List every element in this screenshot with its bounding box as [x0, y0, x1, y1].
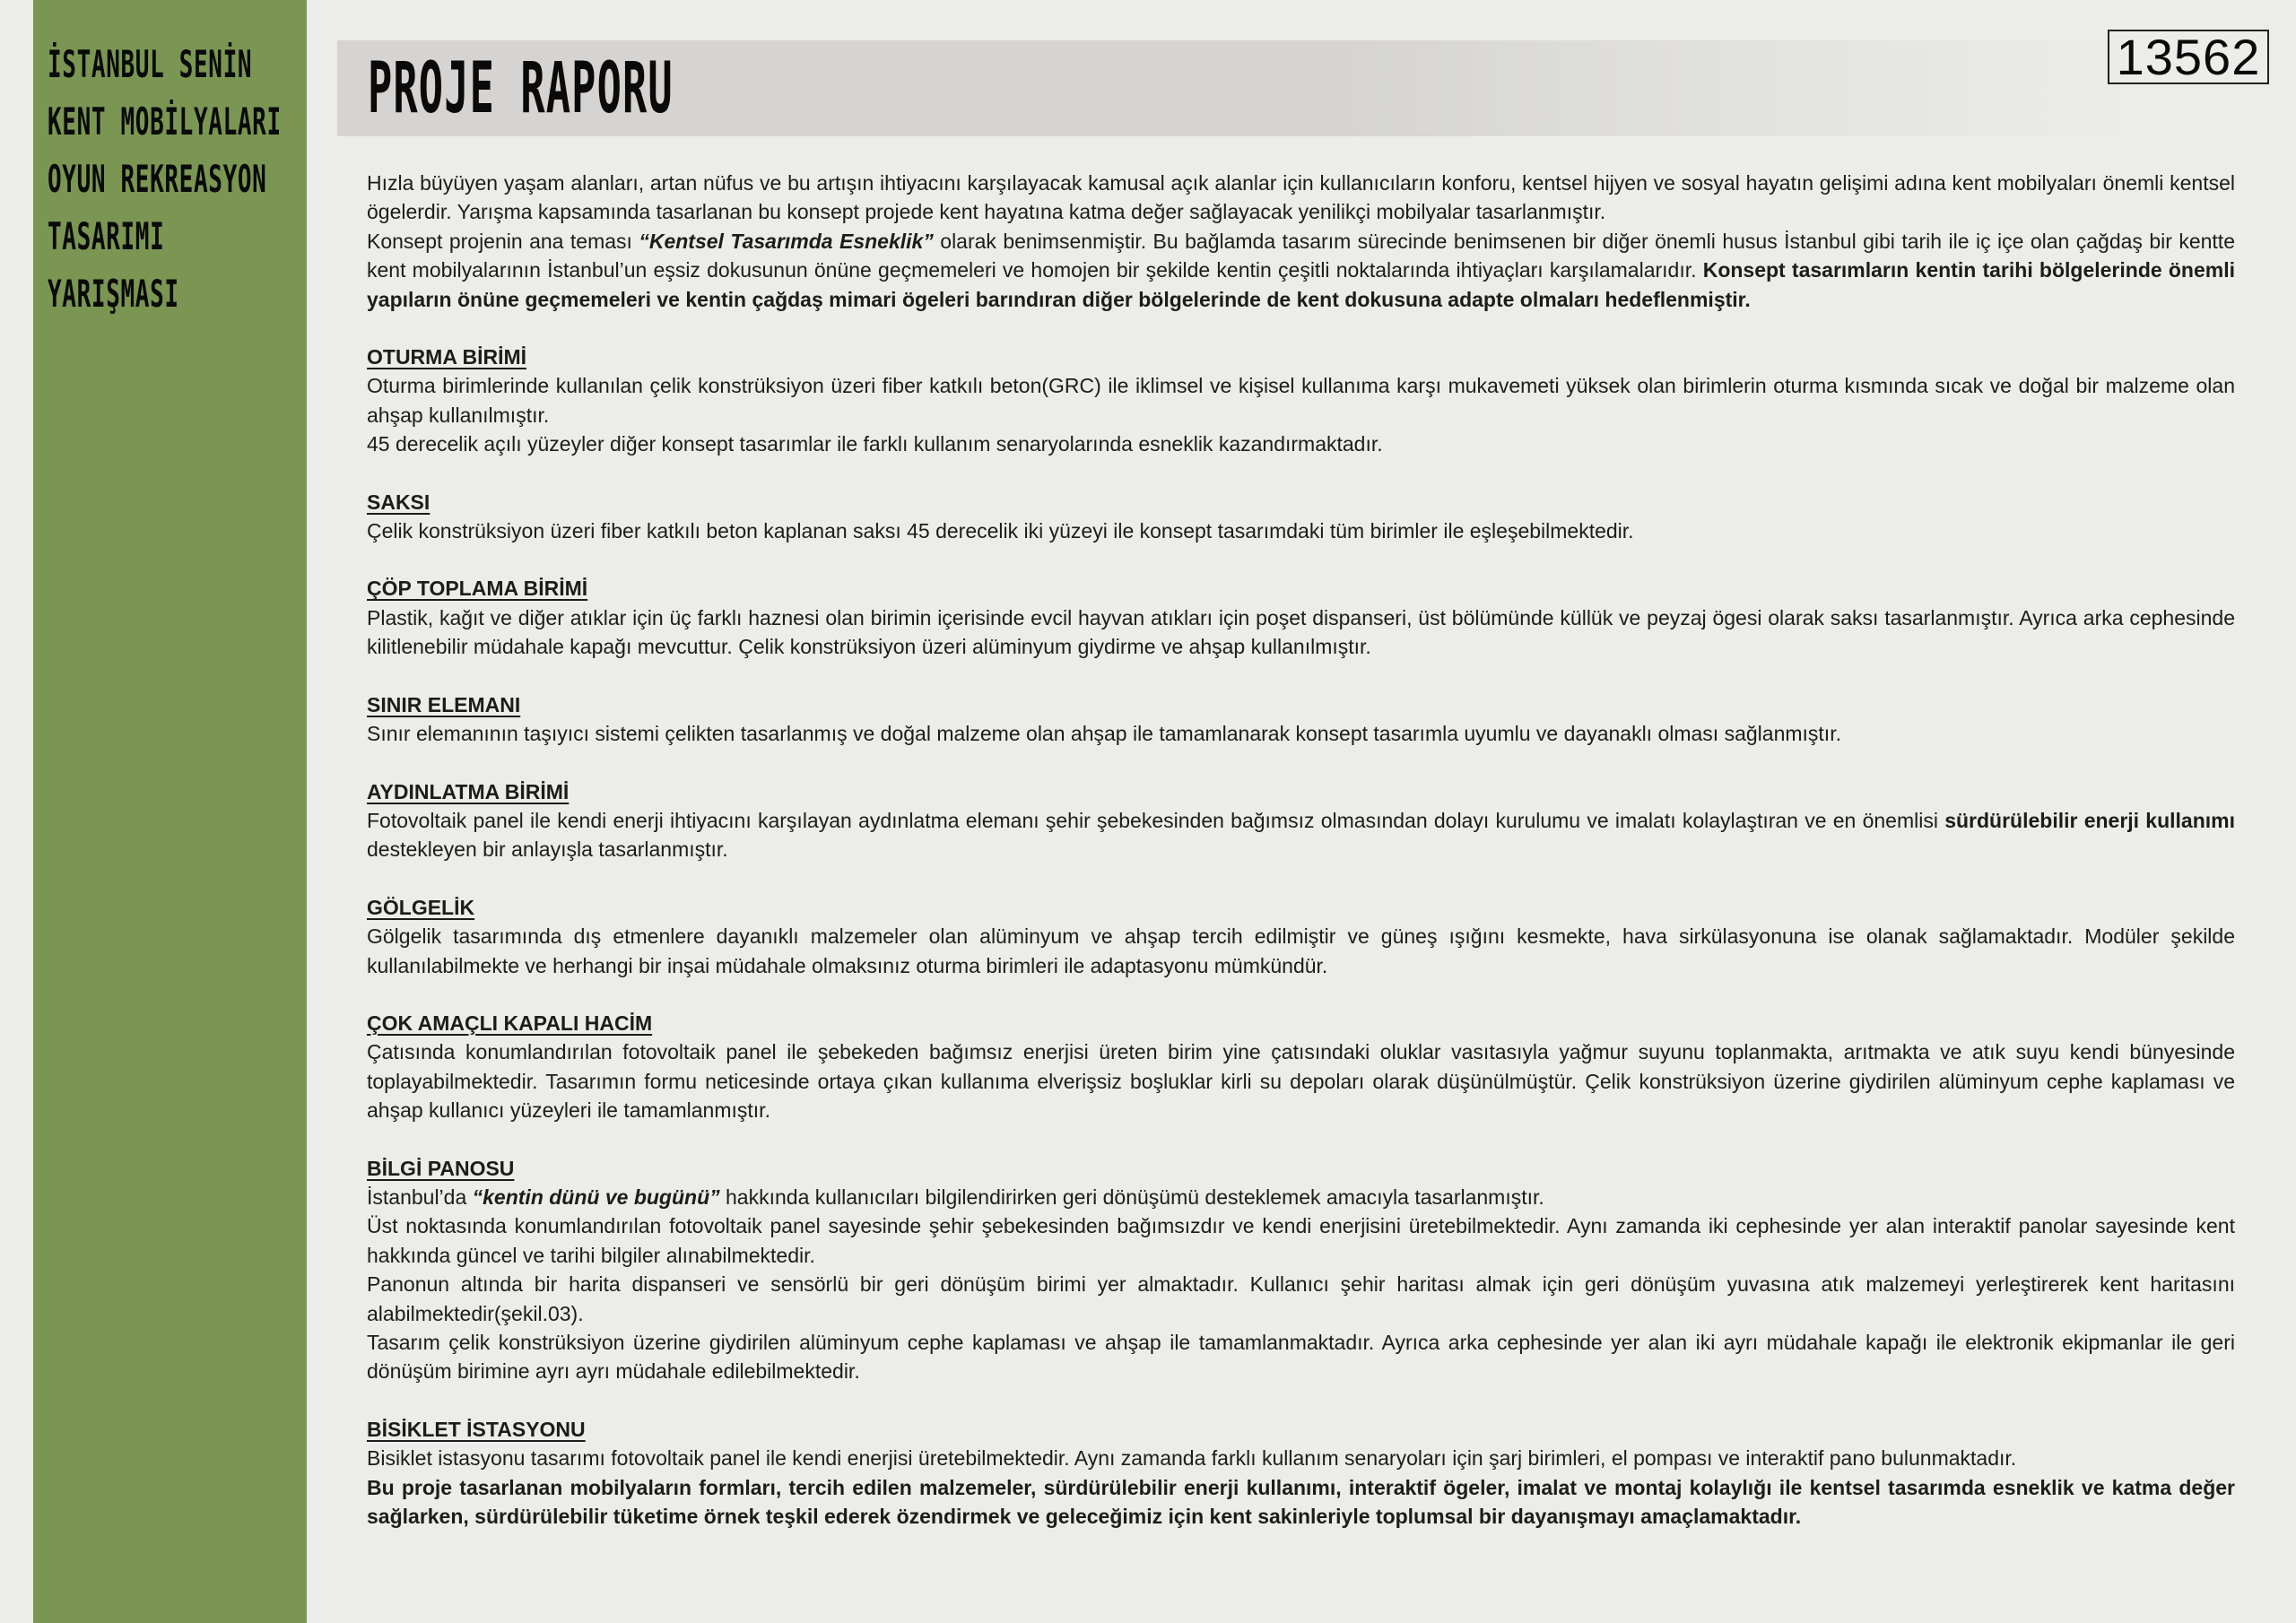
- section-paragraph: Gölgelik tasarımında dış etmenlere dayanıklı malzemeler olan alüminyum ve ahşap tercih edilmiştir ve güneş ışığını kesmekte, hava sirkülasyonuna ise olanak sağlamaktadır. Modüler şekilde kullanılabilmekte ve herhangi bir inşai müdahale olmaksınız oturma birimleri ile adaptasyonu mümkündür.: [367, 924, 2235, 977]
- section-oturma-birimi: [367, 343, 2235, 459]
- competition-title-line: İSTANBUL SENİN: [48, 42, 253, 86]
- competition-title-line: YARIŞMASI: [48, 272, 179, 316]
- section-paragraph: [367, 1183, 2235, 1211]
- section-paragraph: Çelik konstrüksiyon üzeri fiber katkılı beton kaplanan saksı 45 derecelik iki yüzeyi ile konsept tasarımdaki tüm birimler ile eşleşebilmektedir.: [367, 519, 1634, 543]
- section-aydinlatma-birimi: [367, 777, 2235, 864]
- section-paragraph: Panonun altında bir harita dispanseri ve sensörlü bir geri dönüşüm birimi yer almaktadır. Kullanıcı şehir haritası almak için geri dönüşüm yuvasına atık malzemeyi yerleştirerek kent haritasını alabilmektedir(şekil.03).: [367, 1272, 2235, 1325]
- section-bold-text: sürdürülebilir enerji kullanımı: [1944, 808, 2235, 832]
- theme-emphasis: “Kentsel Tasarımda Esneklik”: [639, 229, 934, 253]
- section-heading: ÇOK AMAÇLI KAPALI HACİM: [367, 1011, 653, 1035]
- section-cok-amacli-kapali-hacim: [367, 1009, 2235, 1125]
- section-sinir-elemani: [367, 690, 2235, 749]
- section-text: İstanbul’da: [367, 1185, 473, 1209]
- competition-title-line: TASARIMI: [48, 214, 165, 258]
- entry-id-box: 13562: [2108, 30, 2269, 84]
- section-paragraph: Oturma birimlerinde kullanılan çelik konstrüksiyon üzeri fiber katkılı beton(GRC) ile iklimsel ve kişisel kullanıma karşı mukavemeti yüksek olan birimlerin oturma kısmında sıcak ve doğal bir malzeme olan ahşap kullanılmıştır.: [367, 374, 2235, 427]
- page-title: PROJE RAPORU: [368, 48, 674, 129]
- section-saksi: [367, 488, 2235, 546]
- section-text: destekleyen bir anlayışla tasarlanmıştır.: [367, 838, 728, 862]
- section-paragraph: 45 derecelik açılı yüzeyler diğer konsept tasarımlar ile farklı kullanım senaryolarında esneklik kazandırmaktadır.: [367, 432, 1383, 456]
- section-heading: OTURMA BİRİMİ: [367, 345, 527, 369]
- section-heading: ÇÖP TOPLAMA BİRİMİ: [367, 577, 588, 601]
- section-bisiklet-istasyonu: [367, 1415, 2235, 1473]
- section-heading: GÖLGELİK: [367, 895, 475, 919]
- section-paragraph: Üst noktasında konumlandırılan fotovoltaik panel sayesinde şehir şebekesinden bağımsızdır ve kendi enerjisini üretebilmektedir. Aynı zamanda iki cephesinde yer alan interaktif panolar sayesinde kent hakkında güncel ve tarihi bilgiler alınabilmektedir.: [367, 1214, 2235, 1267]
- section-paragraph: Tasarım çelik konstrüksiyon üzerine giydirilen alüminyum cephe kaplaması ve ahşap ile tamamlanmaktadır. Ayrıca arka cephesinde yer alan iki ayrı müdahale kapağı ile elektronik ekipmanlar ile geri dönüşüm birimine ayrı ayrı müdahale edilebilmektedir.: [367, 1331, 2235, 1384]
- section-paragraph: Bisiklet istasyonu tasarımı fotovoltaik panel ile kendi enerjisi üretebilmektedir. Aynı zamanda farklı kullanım senaryoları için şarj birimleri, el pompası ve interaktif pano bulunmaktadır.: [367, 1446, 2017, 1471]
- title-bar: [337, 40, 2149, 136]
- section-emphasis: “kentin dünü ve bugünü”: [472, 1185, 720, 1209]
- section-text: Fotovoltaik panel ile kendi enerji ihtiyacını karşılayan aydınlatma elemanı şehir şebekesinden bağımsız olmasından dolayı kurulumu ve imalatı kolaylaştıran ve en önemlisi: [367, 808, 1945, 832]
- section-paragraph: Plastik, kağıt ve diğer atıklar için üç farklı haznesi olan birimin içerisinde evcil hayvan atıkları için poşet dispanseri, üst bölümünde küllük ve peyzaj ögesi olarak saksı tasarlanmıştır. Ayrıca arka cephesinde kilitlenebilir müdahale kapağı mevcuttur. Çelik konstrüksiyon üzeri alüminyum giydirme ve ahşap kullanılmıştır.: [367, 605, 2235, 659]
- section-heading: AYDINLATMA BİRİMİ: [367, 779, 570, 803]
- competition-title-line: KENT MOBİLYALARI: [48, 100, 282, 143]
- intro-paragraph: [367, 227, 2235, 314]
- section-heading: SAKSI: [367, 490, 430, 514]
- section-paragraph: Sınır elemanının taşıyıcı sistemi çelikten tasarlanmış ve doğal malzeme olan ahşap ile tamamlanarak konsept tasarımla uyumlu ve dayanaklı olması sağlanmıştır.: [367, 722, 1841, 746]
- report-body: [367, 169, 2235, 1531]
- section-heading: SINIR ELEMANI: [367, 692, 521, 716]
- section-paragraph: [367, 806, 2235, 864]
- intro-text: olarak benimsenmiştir. Bu bağlamda tasarım sürecinde benimsenen bir diğer önemli husus İstanbul gibi tarih ile iç içe olan çağdaş bir kentte kent mobilyalarının İstanbul’un eşsiz dokusunun önüne geçmemeleri ve homojen bir şekilde kentin çeşitli noktalarında ihtiyaçları karşılamalarıdır.: [367, 229, 2235, 282]
- section-cop-toplama-birimi: [367, 574, 2235, 661]
- section-golgelik: [367, 893, 2235, 980]
- section-paragraph: Çatısında konumlandırılan fotovoltaik panel ile şebekeden bağımsız enerjisi üreten birim yine çatısındaki oluklar vasıtasıyla yağmur suyunu toplanmakta, arıtmakta ve atık suyu kendi bünyesinde toplayabilmektedir. Tasarımın formu neticesinde ortaya çıkan kullanıma elverişsiz boşluklar kirli su depoları olarak düşünülmüştür. Çelik konstrüksiyon üzerine giydirilen alüminyum cephe kaplaması ve ahşap kullanıcı yüzeyleri ile tamamlanmıştır.: [367, 1040, 2235, 1123]
- section-heading: BİSİKLET İSTASYONU: [367, 1417, 586, 1441]
- conclusion-paragraph: Bu proje tasarlanan mobilyaların formları, tercih edilen malzemeler, sürdürülebilir enerji kullanımı, interaktif ögeler, imalat ve montaj kolaylığı ile kentsel tasarımda esneklik ve katma değer sağlarken, sürdürülebilir tüketime örnek teşkil ederek özendirmek ve geleceğimiz için kent sakinleriyle toplumsal bir dayanışmayı amaçlamaktadır.: [367, 1475, 2235, 1529]
- competition-title-line: OYUN REKREASYON: [48, 157, 267, 201]
- section-bilgi-panosu: [367, 1154, 2235, 1386]
- intro-bold-statement: Konsept tasarımların kentin tarihi bölgelerinde önemli yapıların önüne geçmemeleri ve kentin çağdaş mimari ögeleri barındıran diğer bölgelerinde de kent dokusuna adapte olmaları hedeflenmiştir.: [367, 258, 2235, 311]
- sidebar-panel: [33, 0, 307, 1623]
- intro: [367, 169, 2235, 314]
- section-heading: BİLGİ PANOSU: [367, 1156, 515, 1180]
- intro-text: Konsept projenin ana teması: [367, 229, 639, 253]
- competition-title: [48, 36, 282, 323]
- section-text: hakkında kullanıcıları bilgilendirirken geri dönüşümü desteklemek amacıyla tasarlanmıştır.: [719, 1185, 1544, 1209]
- intro-paragraph: Hızla büyüyen yaşam alanları, artan nüfus ve bu artışın ihtiyacını karşılayacak kamusal açık alanlar için kullanıcıların konforu, kentsel hijyen ve sosyal hayatın gelişimi adına kent mobilyaları önemli kentsel ögelerdir. Yarışma kapsamında tasarlanan bu konsept projede kent hayatına katma değer sağlayacak yenilikçi mobilyalar tasarlanmıştır.: [367, 171, 2235, 224]
